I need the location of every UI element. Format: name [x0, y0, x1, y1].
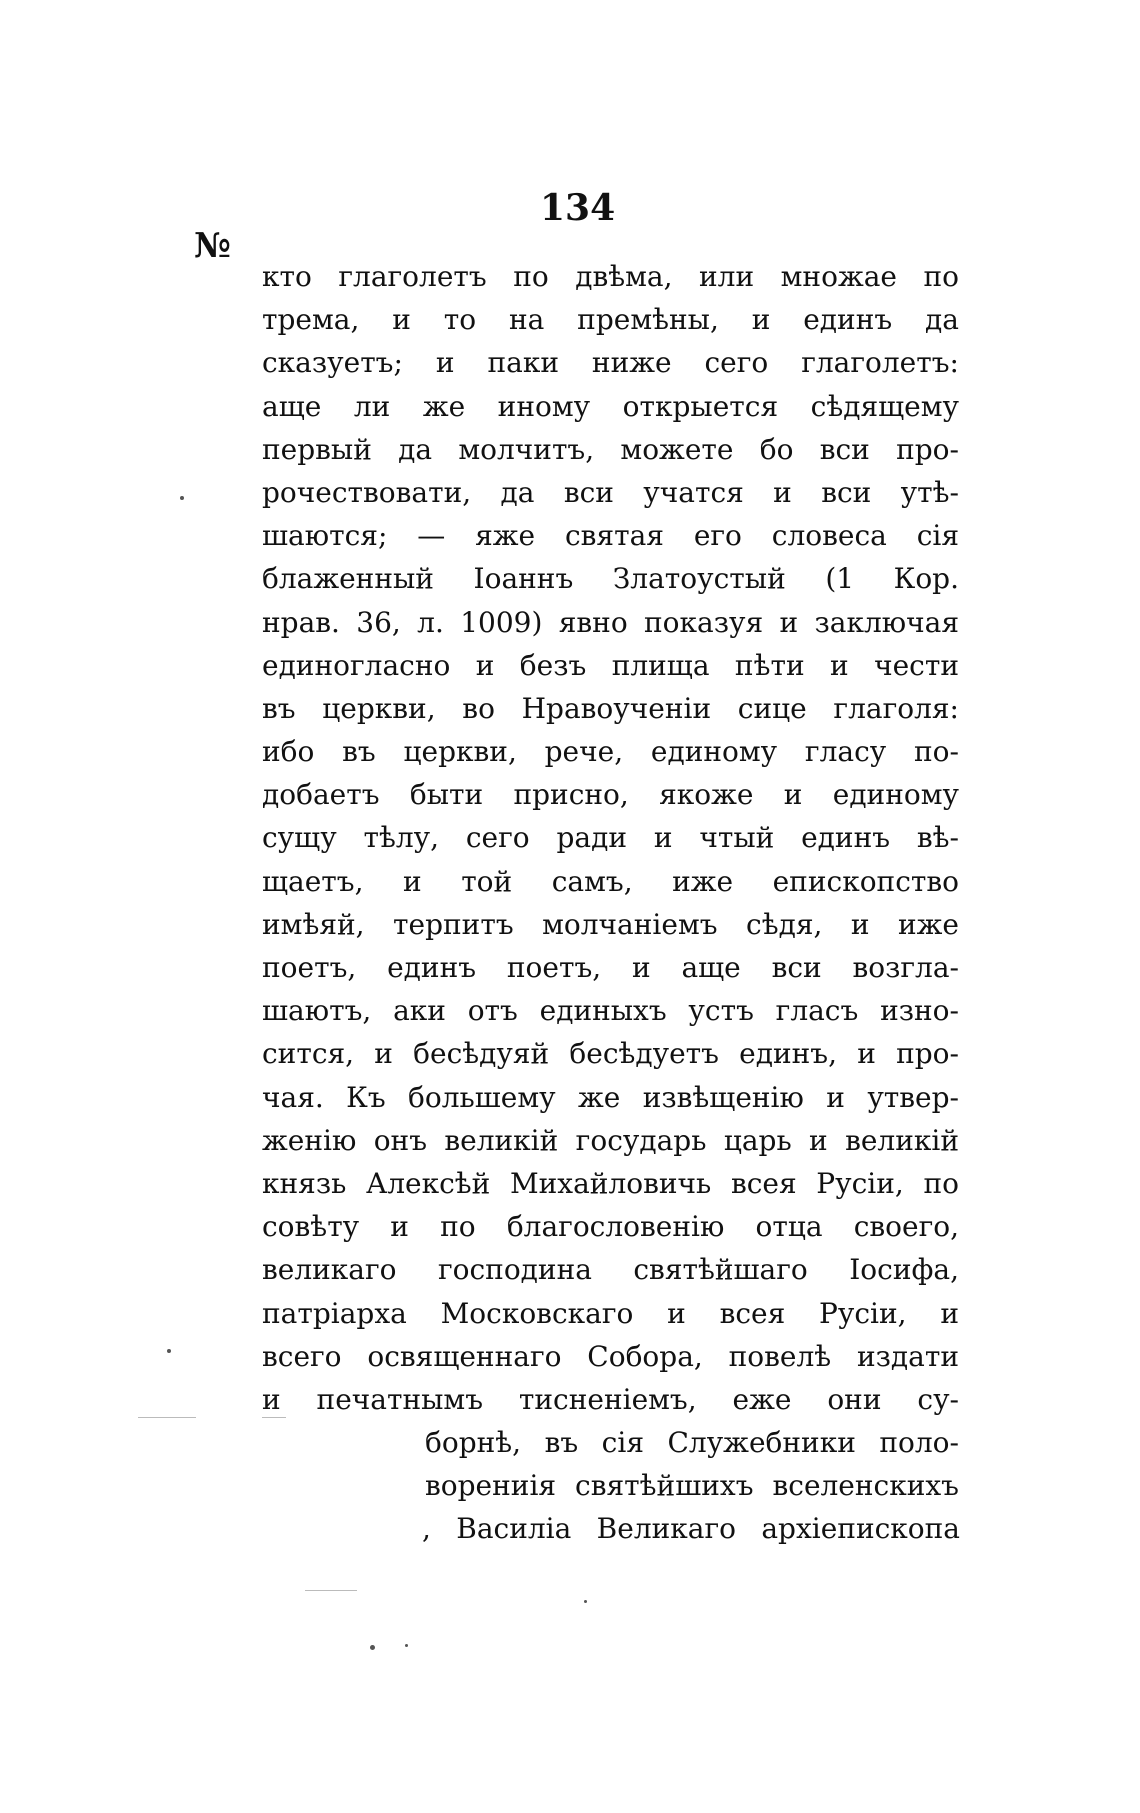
text-line: нрав. 36, л. 1009) явно показуя и заключая	[262, 605, 959, 639]
text-line: сказуетъ; и паки ниже сего глаголетъ:	[262, 346, 959, 380]
text-line: , Василіа Великаго архіепископа	[422, 1512, 960, 1546]
text-line: аще ли же иному открыется сѣдящему	[262, 389, 959, 423]
text-line: кто глаголетъ по двѣма, или множае по	[262, 260, 959, 293]
scan-speck	[405, 1644, 408, 1647]
text-line: совѣту и по благословенію отца своего,	[262, 1210, 959, 1244]
scan-speck	[167, 1349, 171, 1353]
text-line: сущу тѣлу, сего ради и чтый единъ вѣ-	[262, 821, 959, 855]
scan-dash	[262, 1417, 286, 1418]
scan-dash	[138, 1417, 196, 1418]
text-line: князь Алексѣй Михайловичь всея Русіи, по	[262, 1166, 959, 1200]
text-line: первый да молчитъ, можете бо вси про-	[262, 432, 959, 466]
text-line: великаго господина святѣйшаго Іосифа,	[262, 1253, 959, 1287]
text-line: женію онъ великій государь царь и великій	[262, 1123, 959, 1157]
text-line: сится, и бесѣдуяй бесѣдуетъ единъ, и про-	[262, 1037, 959, 1071]
text-line: чая. Къ большему же извѣщенію и утвер-	[262, 1080, 959, 1114]
text-line: въ церкви, во Нравоученіи сице глаголя:	[262, 691, 959, 725]
text-line: шаютъ, аки отъ единыхъ устъ гласъ изно-	[262, 994, 959, 1028]
text-line: имѣяй, терпитъ молчаніемъ сѣдя, и иже	[262, 907, 959, 941]
text-line: щаетъ, и той самъ, иже епископство	[262, 864, 959, 898]
scan-speck	[180, 496, 184, 500]
scan-speck	[584, 1600, 587, 1603]
text-line: всего освященнаго Собора, повелѣ издати	[262, 1339, 959, 1373]
text-line: ибо въ церкви, рече, единому гласу по-	[262, 735, 959, 769]
body-text	[262, 255, 959, 1551]
text-line: рочествовати, да вси учатся и вси утѣ-	[262, 475, 959, 509]
scan-speck	[370, 1645, 375, 1650]
margin-number-mark: №	[194, 226, 231, 266]
text-line: трема, и то на премѣны, и единъ да	[262, 303, 959, 337]
scan-dash	[305, 1590, 357, 1591]
text-line: шаются; — яже святая его словеса сія	[262, 519, 959, 553]
page-number: 134	[540, 187, 616, 229]
text-line: патріарха Московскаго и всея Русіи, и	[262, 1296, 959, 1330]
text-line: единогласно и безъ плища пѣти и чести	[262, 648, 959, 682]
text-line: борнѣ, въ сія Служебники поло-	[425, 1426, 959, 1460]
text-line: добаетъ быти присно, якоже и единому	[262, 778, 959, 812]
text-line: блаженный Іоаннъ Златоустый (1 Кор.	[262, 562, 959, 596]
text-line: ворениія святѣйшихъ вселенскихъ	[425, 1469, 959, 1503]
text-line: и печатнымъ тисненіемъ, еже они су-	[262, 1382, 959, 1416]
text-line: поетъ, единъ поетъ, и аще вси возгла-	[262, 951, 959, 984]
